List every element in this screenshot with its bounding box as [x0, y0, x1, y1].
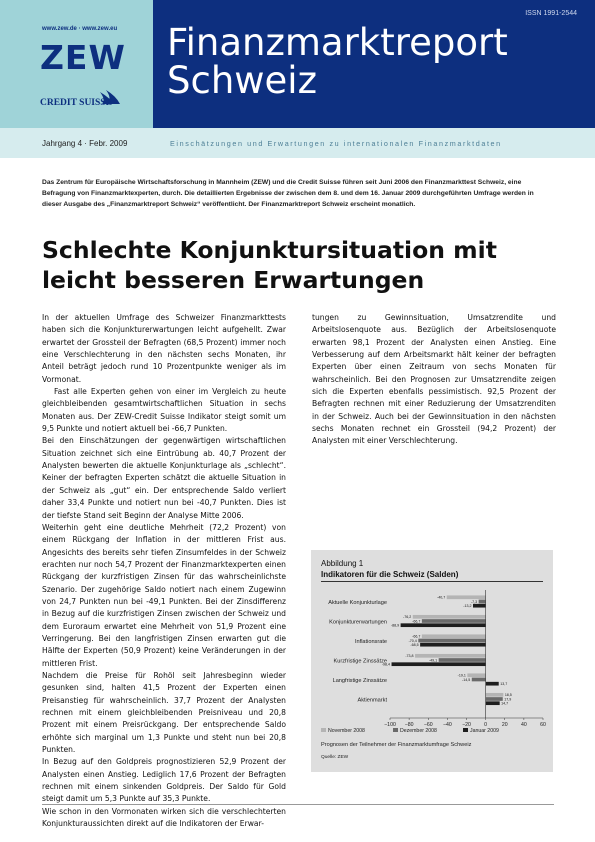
headline: Schlechte Konjunktursituation mit leicht besseren Erwartungen	[42, 236, 497, 294]
bar-januar-2009	[486, 701, 500, 705]
bar-januar-2009	[473, 604, 486, 608]
paragraph: Fast alle Experten gehen von einer im Vergleich zu heute gleichbleibenden gesamtwirtschaftlichen Situation in sechs Monaten aus. Der ZEW-Credit Suisse Indikator steigt somit um 9,5 Punkte und notiert aktuell bei -66,7 Punkten.	[42, 387, 286, 434]
title-panel	[153, 0, 595, 128]
data-label: -66,7	[412, 634, 421, 639]
data-label: -13,2	[463, 604, 472, 609]
x-tick-label: −80	[404, 722, 414, 728]
title-line-1: Finanzmarktreport	[167, 21, 508, 64]
intro-paragraph: Das Zentrum für Europäische Wirtschaftsforschung in Mannheim (ZEW) und die Credit Suisse führen seit Juni 2006 den Finanzmarkttest Schweiz, eine Befragung von Finanzmarktexperten, durch. Die detaillierten Ergebnisse der zwischen dem 8. und dem 16. Januar 2009 durchgeführten Umfrage werden in dieser Ausgabe des „Finanzmarktreport Schweiz“ veröffentlicht. Der Finanzmarktreport Schweiz erscheint monatlich.	[42, 179, 534, 209]
figure-label: Abbildung 1	[321, 559, 364, 568]
data-label: -88,9	[390, 623, 400, 628]
bar-dezember-2008	[486, 697, 503, 701]
data-label: -19,1	[457, 673, 466, 678]
bar-januar-2009	[392, 662, 486, 666]
issn: ISSN 1991-2544	[525, 10, 577, 17]
data-label: -76,2	[403, 615, 412, 620]
paragraph: Weiterhin geht eine deutliche Mehrheit (72,2 Prozent) von einem Rückgang der Inflation in der mittleren Frist aus. Angesichts des bereits sehr tiefen Zinsumfeldes in der Schweiz erachten nur noch 54,7 Prozent der Finanzmarktexperten einen Rückgang der kurzfristigen Zinsen für das wahrscheinlichste Szenario. Der zugehörige Saldo notiert nach einem Zugewinn von 24,7 Punkten nun bei -49,1 Punkten. Bei der Zinsdifferenz in Bezug auf die kurzfristigen Zinsen zwischen der Schweiz und dem Euroraum erwartet eine Mehrheit von 51,9 Prozent eine Verringerung. Bei den langfristigen Zinsen erwarten gut die Hälfte der Experten (50,9 Prozent) keine Veränderungen in der mittleren Frist.	[42, 522, 286, 668]
logo-panel	[0, 0, 153, 128]
x-tick-label: −60	[423, 722, 433, 728]
category-label: Aktuelle Konjunkturlage	[328, 599, 387, 606]
data-label: -49,1	[428, 658, 438, 663]
bar-dezember-2008	[422, 619, 486, 623]
legend-label: Dezember 2008	[400, 728, 437, 734]
category-label: Langfristige Zinssätze	[332, 677, 387, 684]
bar-januar-2009	[486, 682, 499, 686]
footer-rule	[42, 804, 554, 805]
bar-januar-2009	[420, 643, 486, 647]
edition-info: Jahrgang 4 · Febr. 2009	[42, 139, 128, 148]
credit-suisse-logo: CREDIT SUISSE	[40, 98, 112, 108]
bar-januar-2009	[401, 623, 486, 627]
category-label: Aktienmarkt	[357, 697, 387, 704]
indicator-bar-chart	[311, 582, 553, 740]
figure-caption: Prognosen der Teilnehmer der Finanzmarktumfrage Schweiz	[321, 742, 472, 748]
report-title	[167, 21, 508, 102]
category-label: Konjunkturerwartungen	[329, 619, 387, 626]
zew-url: www.zew.de · www.zew.eu	[42, 26, 118, 32]
figure-source: Quelle: ZEW	[321, 755, 349, 760]
title-line-2: Schweiz	[167, 59, 318, 102]
category-label: Inflationsrate	[354, 638, 387, 645]
x-tick-label: 40	[520, 722, 527, 728]
x-tick-label: −20	[462, 722, 471, 728]
bar-november-2008	[486, 693, 504, 697]
legend-swatch	[321, 728, 326, 732]
figure-box	[311, 550, 553, 772]
x-tick-label: −100	[384, 722, 396, 728]
legend-label: Januar 2009	[470, 728, 499, 734]
bar-november-2008	[413, 615, 486, 619]
legend-swatch	[393, 728, 398, 732]
data-label: -40,7	[437, 595, 446, 600]
paragraph: Bei den Einschätzungen der gegenwärtigen wirtschaftlichen Situation zeichnet sich eine Eintrübung ab. 40,7 Prozent der Analysten bewerten die aktuelle Konjunkturlage als „schlecht“. Keiner der befragten Experten schätzt die aktuelle Situation in der Schweiz als „gut“ ein. Der entsprechende Saldo verliert daher 33,4 Punkte und notiert nun bei -40,7 Punkten. Dies ist der tiefste Stand seit Beginn der Analyse Mitte 2006.	[42, 436, 286, 520]
bar-november-2008	[415, 654, 486, 658]
paragraph: Wie schon in den Vormonaten wirken sich die verschlechterten Konjunkturaussichten direkt auf die Indikatoren der Erwar-	[42, 806, 286, 829]
data-label: -73,8	[405, 654, 414, 659]
data-label: 13,7	[500, 682, 508, 687]
paragraph: In der aktuellen Umfrage des Schweizer Finanzmarkttests haben sich die Konjunkturerwartungen leicht aufgehellt. Zwar erwartet der Grossteil der Befragten (68,5 Prozent) immer noch eine Verschlechterung in den nächsten sechs Monaten, ihr Anteil beträgt jedoch rund 10 Prozentpunkte weniger als im Vormonat.	[42, 313, 286, 384]
bar-dezember-2008	[439, 658, 486, 662]
category-label: Kurzfristige Zinssätze	[333, 658, 387, 665]
x-tick-label: −40	[442, 722, 452, 728]
data-label: -66,7	[412, 619, 421, 624]
data-label: 14,7	[501, 701, 509, 706]
x-tick-label: 0	[484, 722, 488, 728]
report-subtitle: Einschätzungen und Erwartungen zu internationalen Finanzmarktdaten	[170, 139, 502, 148]
bar-november-2008	[422, 634, 486, 638]
data-label: 17,9	[504, 697, 512, 702]
bar-november-2008	[467, 673, 485, 677]
body-column-2	[312, 312, 556, 448]
body-column-1	[42, 312, 286, 830]
figure-title: Indikatoren für die Schweiz (Salden)	[321, 570, 459, 579]
data-label: -98,4	[381, 662, 391, 667]
legend-label: November 2008	[328, 728, 365, 734]
bar-november-2008	[447, 595, 486, 599]
bar-dezember-2008	[472, 678, 486, 682]
paragraph: Nachdem die Preise für Rohöl seit Jahresbeginn wieder gesunken sind, halten 41,5 Prozent der Experten einen Preisanstieg für wahrscheinlich. 37,7 Prozent der Analysten rechnen mit einem gleichbleibenden Preisniveau und 20,8 Prozent mit einem Preisrückgang. Der entsprechende Saldo erhöhte sich marginal um 1,3 Punkte und steht nun bei 20,8 Punkten.	[42, 670, 286, 755]
paragraph: tungen zu Gewinnsituation, Umsatzrendite und Arbeitslosenquote aus. Bezüglich der Arbeitslosenquote erwarten 98,1 Prozent der Analysten einen Anstieg. Eine Verbesserung auf dem Arbeitsmarkt hält keiner der befragten Experten über einen Zeitraum von sechs Monaten für wahrscheinlich. Bei den Prognosen zur Umsatzrendite zeigen sich die Experten ebenfalls pessimistisch. 92,5 Prozent der Befragten rechnen mit einer Reduzierung der Umsatzrenditen in der Schweiz. Auch bei der Gewinnsituation in den nächsten sechs Monaten rechnet ein Grossteil (94,2 Prozent) der Analysten mit einer Verschlechterung.	[312, 313, 556, 446]
data-label: -68,5	[410, 643, 419, 648]
paragraph: In Bezug auf den Goldpreis prognostizieren 52,9 Prozent der Analysten einen Anstieg. Lediglich 17,6 Prozent der Befragten rechnen mit einem sinkenden Goldpreis. Der Saldo für Gold steigt damit um 5,3 Punkte auf 35,3 Punkte.	[42, 757, 286, 804]
x-tick-label: 20	[501, 722, 508, 728]
data-label: 18,5	[504, 693, 512, 698]
data-label: -7,3	[470, 599, 478, 604]
x-tick-label: 60	[540, 722, 546, 728]
bar-dezember-2008	[479, 600, 486, 604]
bar-dezember-2008	[418, 639, 485, 643]
data-label: -70,4	[408, 638, 417, 643]
data-label: -14,5	[462, 677, 471, 682]
legend-swatch	[463, 728, 468, 732]
zew-logo: ZEW	[40, 38, 126, 77]
